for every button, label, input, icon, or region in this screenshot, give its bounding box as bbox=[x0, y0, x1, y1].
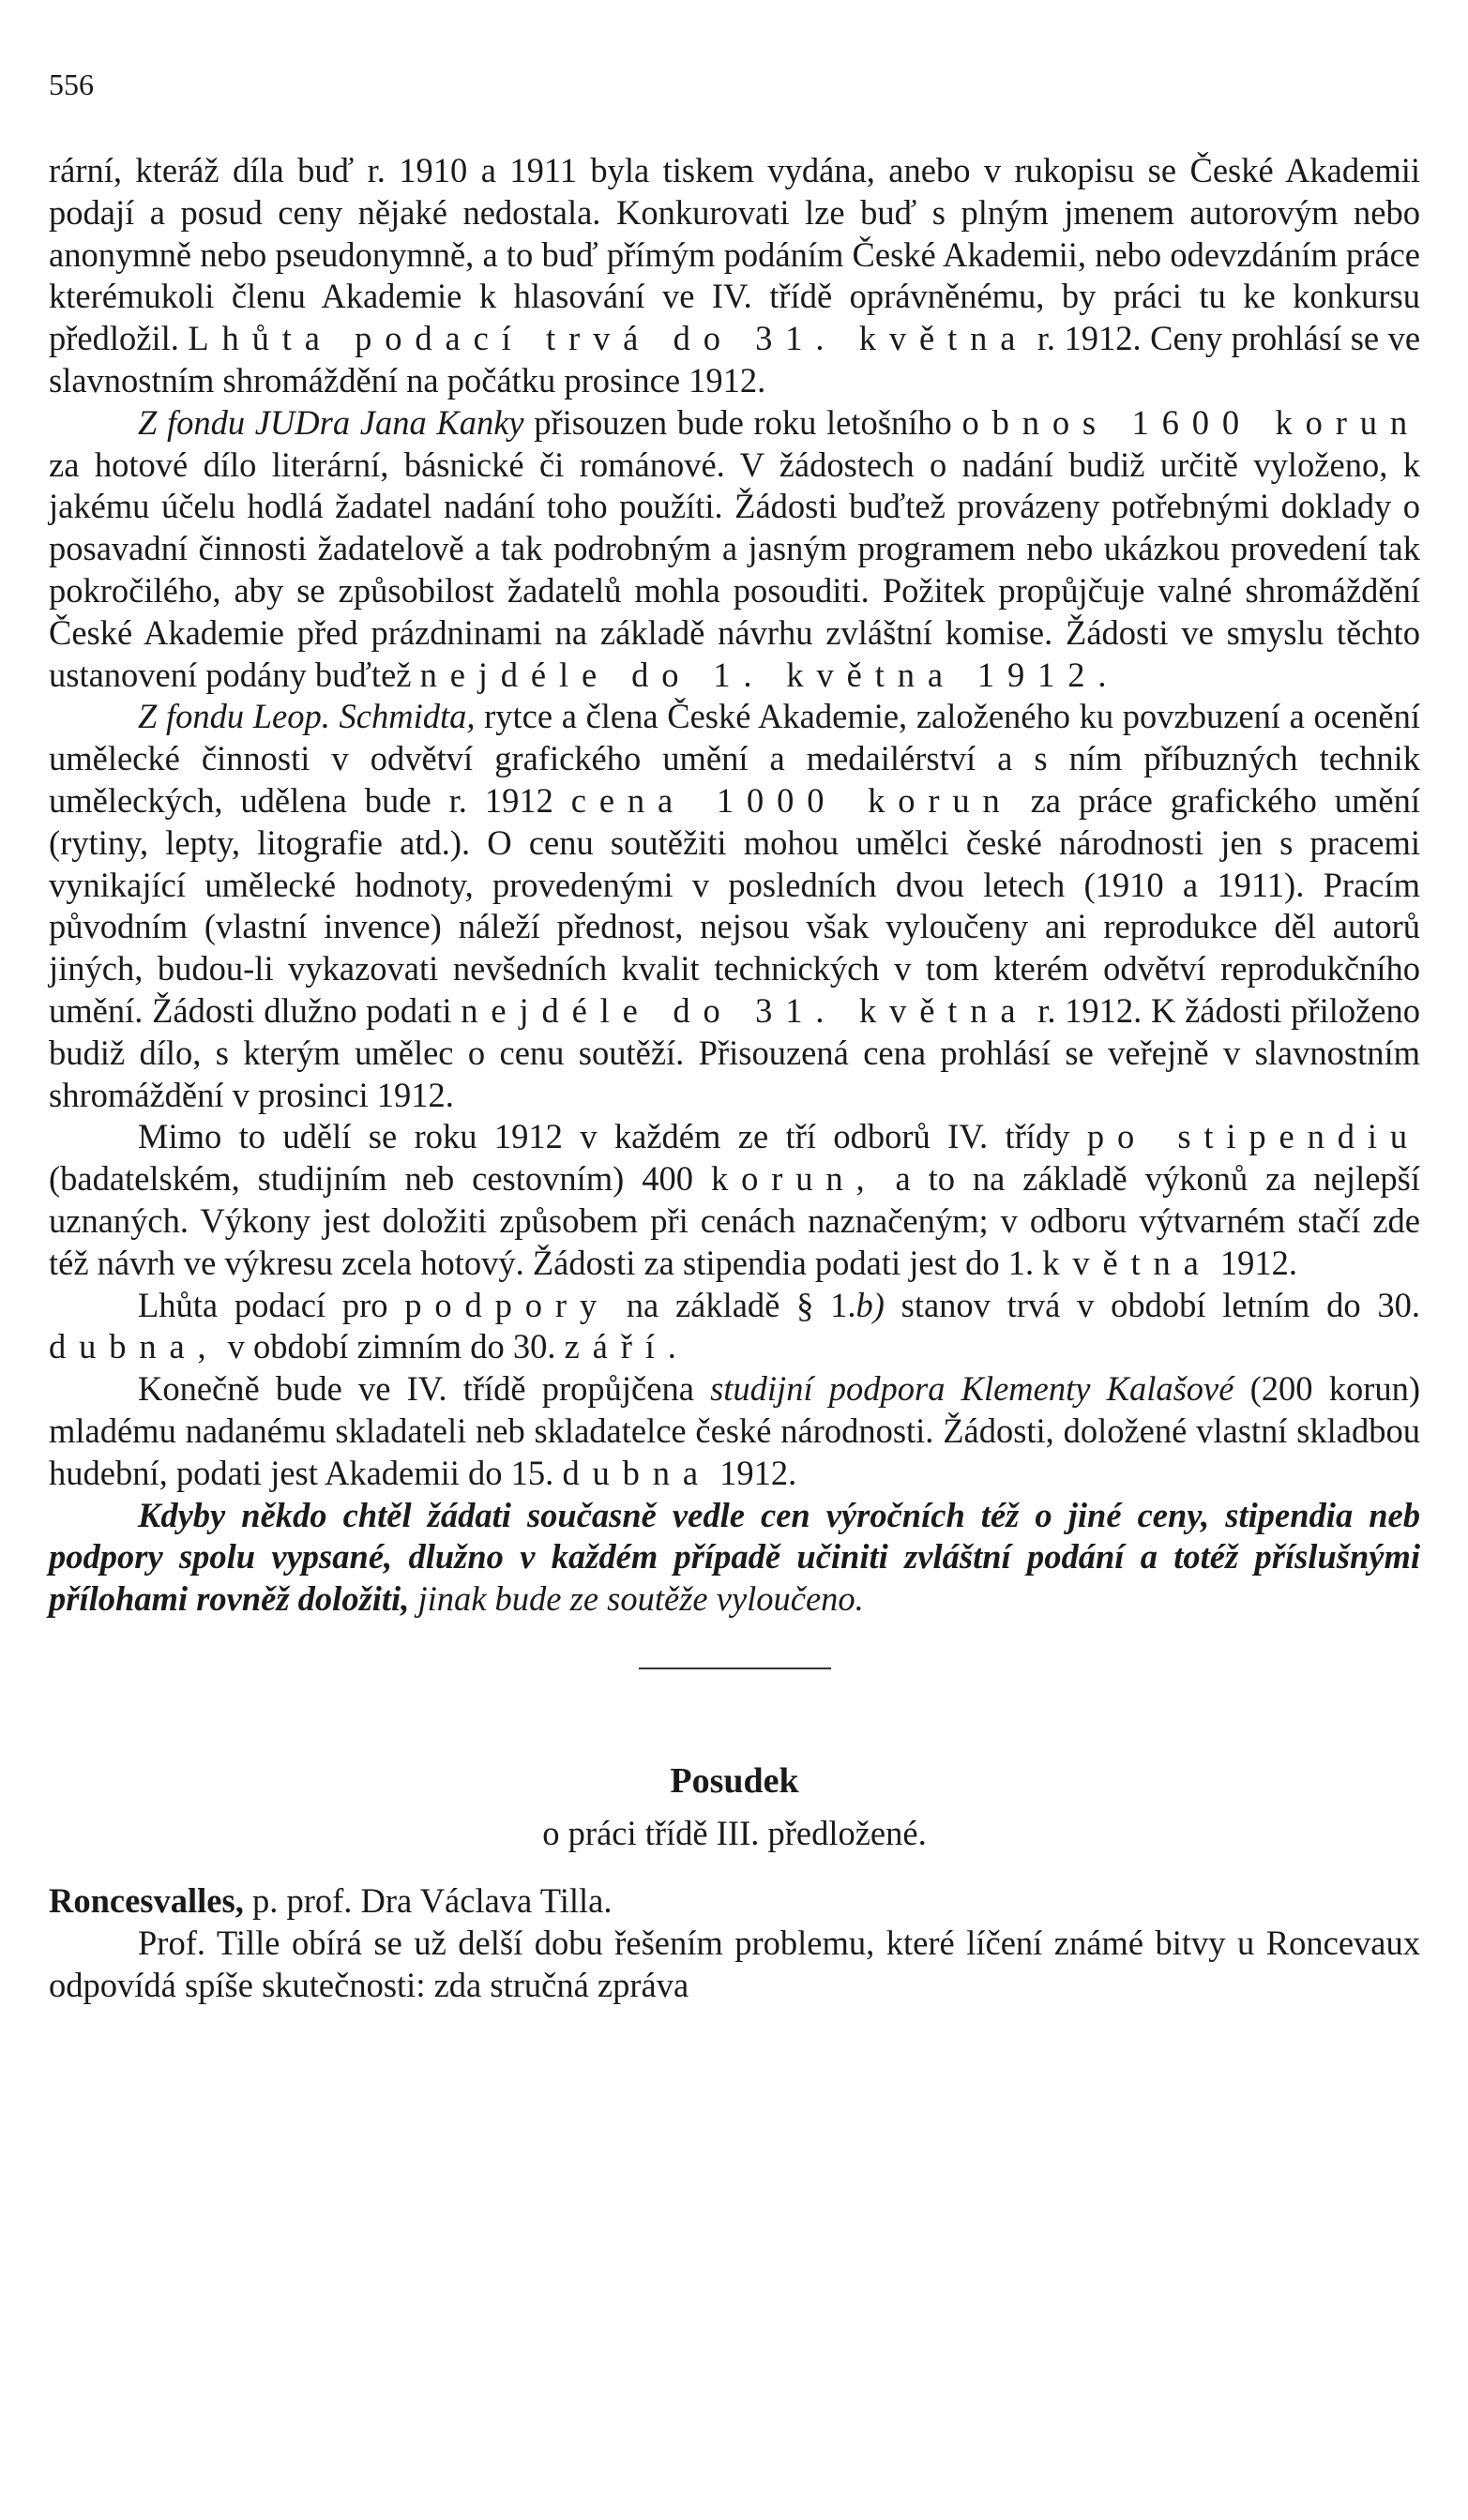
paragraph-kanka-fund: Z fondu JUDra Jana Kanky přisouzen bude roku letošního obnos 1600 korun za hotové dílo literární, básnické či románové. V žádostech o nadání budiž určitě vyloženo, k jakému účelu hodlá žadatel nadání toho použíti. Žádosti buďtež provázeny potřebnými doklady o posavadní činnosti žadatelově a tak podrobným a jasným programem nebo ukázkou provedení tak pokročilého, aby se způsobilost žadatelů mohla posouditi. Požitek propůjčuje valné shromáždění České Akademie před prázdninami na základě návrhu zvláštní komise. Žádosti ve smyslu těchto ustanovení podány buďtež nejdéle do 1. května 1912. bbox=[49, 402, 1421, 694]
work-title-bold: Roncesvalles, bbox=[49, 1880, 244, 1920]
support-name-kalasova: studijní podpora Klementy Kalašové bbox=[710, 1369, 1234, 1409]
fund-name-schmidt: Z fondu Leop. Schmidta, bbox=[138, 697, 476, 736]
fund-name-kanka: Z fondu JUDra Jana Kanky bbox=[138, 402, 524, 442]
paragraph-support-deadline: Lhůta podací pro podpory na základě § 1.b) stanov trvá v období letním do 30. dubna, v období zimním do 30. září. bbox=[49, 1285, 1421, 1366]
paragraph-schmidt-fund: Z fondu Leop. Schmidta, rytce a člena České Akademie, založeného ku povzbuzení a ocenění umělecké činnosti v odvětví grafického umění a medailérství a s ním příbuzných technik uměleckých, udělena bude r. 1912 cena 1000 korun za práce grafického umění (rytiny, lepty, litografie atd.). O cenu soutěžiti mohou umělci české národnosti jen s pracemi vynikající umělecké hodnoty, provedenými v posledních dvou letech (1910 a 1911). Pracím původním (vlastní invence) náleží přednost, nejsou však vyloučeny ani reprodukce děl autorů jiných, budou-li vykazovati nevšedních kvalit technických v tom kterém odvětví reprodukčního umění. Žádosti dlužno podati nejdéle do 31. května r. 1912. K žádosti přiloženo budiž dílo, s kterým umělec o cenu soutěží. Přisouzená cena prohlásí se veřejně v slavnostním shromáždění v prosinci 1912. bbox=[49, 697, 1421, 1114]
paragraph-prize-rules: rární, kteráž díla buď r. 1910 a 1911 byla tiskem vydána, anebo v rukopisu se České Akademii podají a posud ceny nějaké nedostala. Konkurovati lze buď s plným jmenem autorovým nebo anonymně nebo pseudonymně, a to buď přímým podáním České Akademii, nebo odevzdáním práce kterémukoli členu Akademie k hlasování ve IV. třídě oprávněnému, by práci tu ke konkursu předložil. Lhůta podací trvá do 31. května r. 1912. Ceny prohlásí se ve slavnostním shromáždění na počátku prosince 1912. bbox=[49, 151, 1421, 400]
page-number: 556 bbox=[49, 68, 94, 101]
review-body: Prof. Tille obírá se už delší dobu řešením problemu, které líčení známé bitvy u Roncevaux odpovídá spíše skutečnosti: zda stručná zpráva bbox=[49, 1923, 1420, 2004]
stipend-spaced: po stipendiu bbox=[1086, 1117, 1420, 1156]
review-subheading: o práci třídě III. předložené. bbox=[542, 1813, 927, 1852]
deadline-spaced: Lhůta podací trvá do 31. května bbox=[188, 319, 1029, 358]
page-content bbox=[49, 150, 1420, 2006]
amount-spaced: obnos 1600 korun bbox=[961, 402, 1421, 442]
review-work-title: Roncesvalles, p. prof. Dra Václava Tilla. bbox=[49, 1880, 613, 1920]
paragraph-stipends: Mimo to udělí se roku 1912 v každém ze tří odborů IV. třídy po stipendiu (badatelském, studijním neb cestovním) 400 korun, a to na základě výkonů za nejlepší uznaných. Výkony jest doložiti způsobem při cenách naznačeným; v odboru výtvarném stačí zde též návrh ve výkresu zcela hotový. Žádosti za stipendia podati jest do 1. května 1912. bbox=[49, 1117, 1421, 1282]
amount-spaced: cena 1000 korun bbox=[570, 780, 1013, 820]
review-heading: Posudek bbox=[670, 1760, 799, 1801]
section-divider bbox=[639, 1667, 831, 1669]
deadline-spaced: nejdéle do 31. května bbox=[461, 990, 1029, 1030]
paragraph-closing-note: Kdyby někdo chtěl žádati současně vedle cen výročních též o jiné ceny, stipendia neb podpory spolu vypsané, dlužno v každém případě učiniti zvláštní podání a totéž příslušnými přílohami rovněž doložiti, jinak bude ze soutěže vyloučeno. bbox=[49, 1495, 1420, 1619]
paragraph-kalasova-support: Konečně bude ve IV. třídě propůjčena studijní podpora Klementy Kalašové (200 korun) mladému nadanému skladateli neb skladatelce české národnosti. Žádosti, doložené vlastní skladbou hudební, podati jest Akademii do 15. dubna 1912. bbox=[49, 1369, 1421, 1492]
deadline-spaced: nejdéle do 1. května 1912. bbox=[419, 655, 1120, 694]
